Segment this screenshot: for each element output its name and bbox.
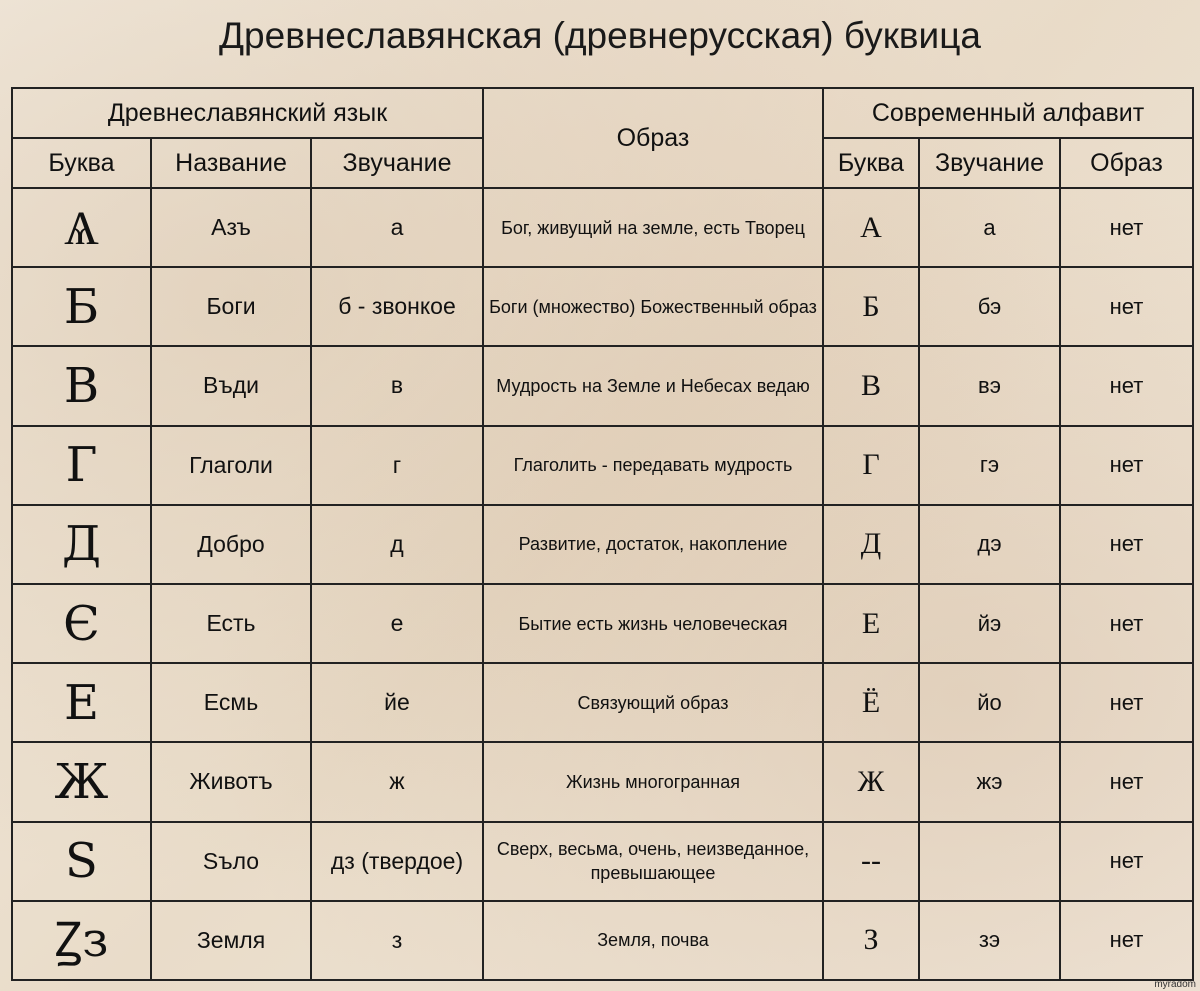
table-row: [12, 584, 1193, 663]
new-letter-cell: З: [823, 901, 919, 980]
letter-name-cell: Въди: [151, 346, 311, 425]
header-new-image: Образ: [1060, 138, 1193, 188]
new-letter-cell: В: [823, 346, 919, 425]
letter-name-cell: Есмь: [151, 663, 311, 742]
meaning-cell: Мудрость на Земле и Небесах ведаю: [483, 346, 823, 425]
letter-name-cell: Sъло: [151, 822, 311, 901]
old-sound-cell: б - звонкое: [311, 267, 483, 346]
new-sound-cell: бэ: [919, 267, 1060, 346]
letter-name-cell: Земля: [151, 901, 311, 980]
alphabet-table: [11, 87, 1194, 981]
meaning-cell: Боги (множество) Божественный образ: [483, 267, 823, 346]
new-sound-cell: жэ: [919, 742, 1060, 821]
new-image-cell: нет: [1060, 663, 1193, 742]
old-letter-cell: Б: [12, 267, 151, 346]
page-title: Древнеславянская (древнерусская) буквица: [218, 15, 981, 56]
new-sound-cell: [919, 822, 1060, 901]
meaning-cell: Глаголить - передавать мудрость: [483, 426, 823, 505]
new-sound-cell: а: [919, 188, 1060, 267]
new-letter-cell: Д: [823, 505, 919, 584]
meaning-cell: Связующий образ: [483, 663, 823, 742]
table-row: [12, 663, 1193, 742]
table-row: [12, 742, 1193, 821]
header-new-letter: Буква: [823, 138, 919, 188]
old-sound-cell: а: [311, 188, 483, 267]
old-sound-cell: в: [311, 346, 483, 425]
new-letter-cell: Ё: [823, 663, 919, 742]
letter-name-cell: Животъ: [151, 742, 311, 821]
meaning-cell: Сверх, весьма, очень, неизведанное, превышающее: [483, 822, 823, 901]
old-letter-cell: В: [12, 346, 151, 425]
new-sound-cell: вэ: [919, 346, 1060, 425]
new-sound-cell: гэ: [919, 426, 1060, 505]
old-sound-cell: дз (твердое): [311, 822, 483, 901]
letter-name-cell: Глаголи: [151, 426, 311, 505]
old-letter-cell: Ꙁз: [12, 901, 151, 980]
table-row: [12, 901, 1193, 980]
old-letter-cell: Ѧ: [12, 188, 151, 267]
table-row: [12, 188, 1193, 267]
new-sound-cell: зэ: [919, 901, 1060, 980]
watermark: myradom: [1154, 979, 1196, 990]
new-image-cell: нет: [1060, 901, 1193, 980]
old-letter-cell: Е: [12, 663, 151, 742]
old-sound-cell: з: [311, 901, 483, 980]
header-old-letter: Буква: [12, 138, 151, 188]
old-letter-cell: Ж: [12, 742, 151, 821]
header-image: Образ: [483, 88, 823, 188]
old-sound-cell: йе: [311, 663, 483, 742]
new-sound-cell: дэ: [919, 505, 1060, 584]
new-image-cell: нет: [1060, 426, 1193, 505]
meaning-cell: Бог, живущий на земле, есть Творец: [483, 188, 823, 267]
new-sound-cell: йэ: [919, 584, 1060, 663]
old-letter-cell: Г: [12, 426, 151, 505]
new-letter-cell: А: [823, 188, 919, 267]
new-letter-cell: Ж: [823, 742, 919, 821]
old-sound-cell: д: [311, 505, 483, 584]
new-image-cell: нет: [1060, 505, 1193, 584]
table-row: [12, 505, 1193, 584]
new-sound-cell: йо: [919, 663, 1060, 742]
letter-name-cell: Боги: [151, 267, 311, 346]
old-letter-cell: Д: [12, 505, 151, 584]
letter-name-cell: Есть: [151, 584, 311, 663]
header-old-sound: Звучание: [311, 138, 483, 188]
meaning-cell: Земля, почва: [483, 901, 823, 980]
header-modern-alphabet: Современный алфавит: [823, 88, 1193, 138]
letter-name-cell: Азъ: [151, 188, 311, 267]
header-new-sound: Звучание: [919, 138, 1060, 188]
new-image-cell: нет: [1060, 346, 1193, 425]
header-old-language: Древнеславянский язык: [12, 88, 483, 138]
old-sound-cell: ж: [311, 742, 483, 821]
meaning-cell: Бытие есть жизнь человеческая: [483, 584, 823, 663]
letter-name-cell: Добро: [151, 505, 311, 584]
new-image-cell: нет: [1060, 822, 1193, 901]
old-letter-cell: Ѕ: [12, 822, 151, 901]
new-letter-cell: Е: [823, 584, 919, 663]
new-image-cell: нет: [1060, 267, 1193, 346]
meaning-cell: Жизнь многогранная: [483, 742, 823, 821]
meaning-cell: Развитие, достаток, накопление: [483, 505, 823, 584]
header-old-name: Название: [151, 138, 311, 188]
old-sound-cell: г: [311, 426, 483, 505]
new-letter-cell: Б: [823, 267, 919, 346]
new-letter-cell: Г: [823, 426, 919, 505]
table-row: [12, 426, 1193, 505]
new-image-cell: нет: [1060, 584, 1193, 663]
new-image-cell: нет: [1060, 188, 1193, 267]
table-row: [12, 267, 1193, 346]
table-row: [12, 346, 1193, 425]
old-sound-cell: е: [311, 584, 483, 663]
new-letter-cell: --: [823, 822, 919, 901]
old-letter-cell: Є: [12, 584, 151, 663]
table-row: [12, 822, 1193, 901]
new-image-cell: нет: [1060, 742, 1193, 821]
